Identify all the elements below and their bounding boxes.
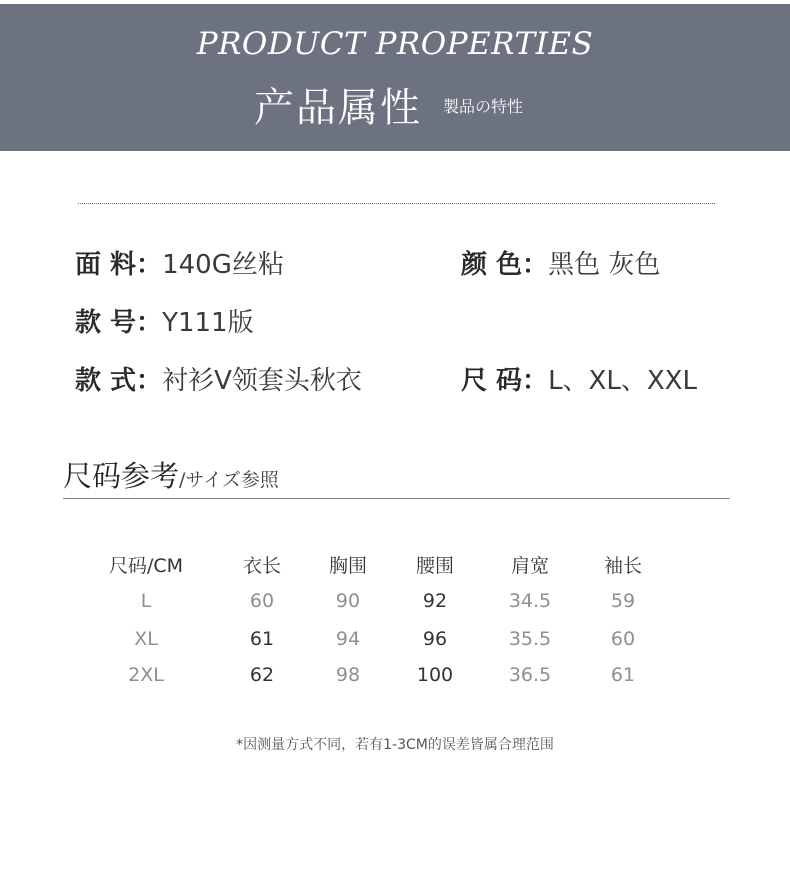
header-banner — [0, 4, 790, 151]
prop-size — [461, 360, 697, 397]
table-cell: 62 — [249, 664, 275, 686]
prop-fabric-value: 140G丝粘 — [162, 250, 284, 280]
size-reference-title — [63, 454, 279, 495]
table-cell: 100 — [416, 664, 454, 686]
prop-color-value: 黑色 灰色 — [548, 250, 661, 280]
prop-model-value: Y111版 — [162, 308, 254, 338]
prop-model — [75, 302, 254, 339]
table-header-cell: 尺码/CM — [108, 555, 184, 577]
table-cell: L — [140, 590, 152, 612]
table-cell: 60 — [610, 628, 636, 650]
prop-fabric-label: 面 料： — [75, 250, 163, 280]
prop-fabric — [75, 244, 284, 281]
table-cell: 94 — [335, 628, 361, 650]
banner-title-cn: 产品属性 — [254, 85, 422, 131]
table-cell: 60 — [249, 590, 275, 612]
table-header-cell: 衣长 — [242, 555, 281, 577]
table-cell: 96 — [422, 628, 448, 650]
banner-title-en: PRODUCT PROPERTIES — [196, 26, 594, 62]
table-cell: 61 — [610, 664, 636, 686]
table-cell: 61 — [249, 628, 275, 650]
table-cell: 98 — [335, 664, 361, 686]
size-reference-title-main: 尺码参考 — [63, 459, 180, 493]
table-header-cell: 胸围 — [328, 555, 367, 577]
prop-color — [461, 244, 660, 281]
table-header-cell: 肩宽 — [510, 555, 549, 577]
prop-model-label: 款 号： — [75, 308, 163, 338]
measurement-note: *因测量方式不同，若有1-3CM的误差皆属合理范围 — [236, 737, 554, 753]
size-reference-title-sub: /サイズ参照 — [179, 469, 279, 491]
table-cell: 35.5 — [508, 628, 552, 650]
dotted-divider — [78, 203, 715, 204]
prop-style-value: 衬衫V领套头秋衣 — [162, 366, 362, 396]
table-cell: XL — [134, 628, 158, 650]
prop-style — [75, 360, 362, 397]
table-cell: 36.5 — [508, 664, 552, 686]
table-cell: 2XL — [128, 664, 164, 686]
prop-color-label: 颜 色： — [461, 250, 549, 280]
banner-title-jp: 製品の特性 — [443, 97, 524, 116]
prop-style-label: 款 式： — [75, 366, 163, 396]
table-header-cell: 腰围 — [415, 555, 454, 577]
table-cell: 59 — [610, 590, 636, 612]
prop-size-label: 尺 码： — [461, 366, 549, 396]
table-header-cell: 袖长 — [603, 555, 642, 577]
table-cell: 34.5 — [508, 590, 552, 612]
table-cell: 90 — [335, 590, 361, 612]
prop-size-value: L、XL、XXL — [548, 366, 697, 396]
table-cell: 92 — [422, 590, 448, 612]
size-section-divider — [63, 498, 730, 499]
